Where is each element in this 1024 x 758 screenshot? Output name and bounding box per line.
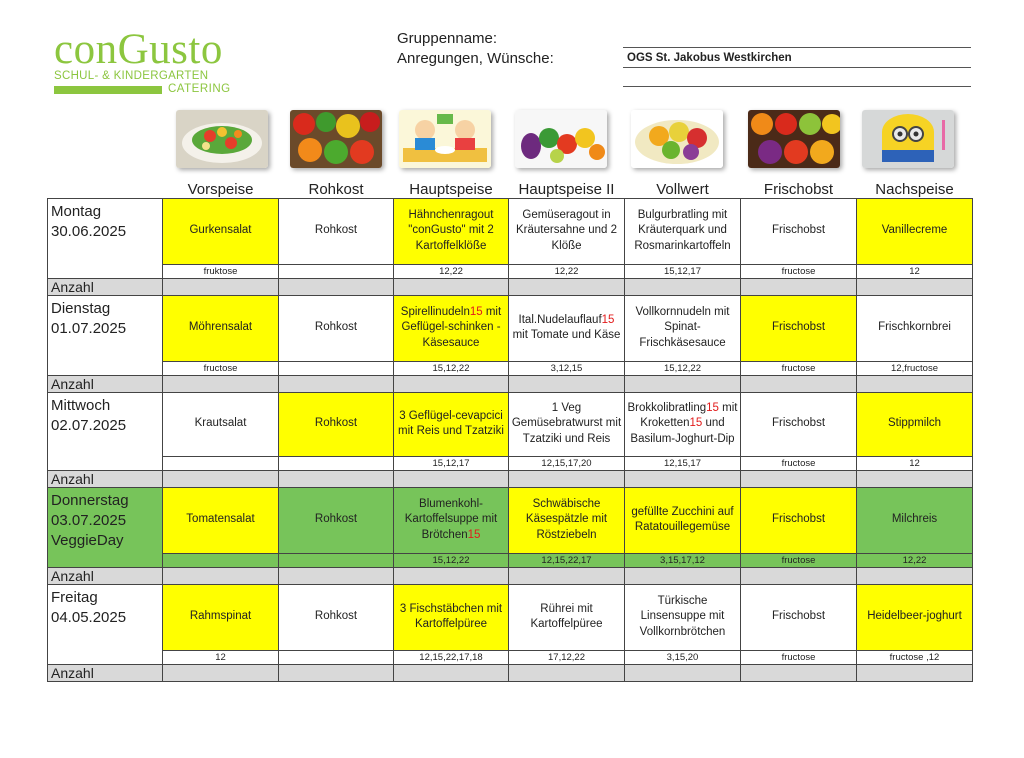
count-input-rohkost[interactable] [279, 278, 394, 295]
count-input-frischobst[interactable] [741, 470, 857, 487]
dish-text-cont: mit Tomate und Käse [512, 329, 621, 341]
fruit-bowl-image [631, 110, 723, 168]
count-label: Anzahl [48, 375, 163, 392]
cake-dessert-image [862, 110, 954, 168]
count-input-hauptspeise-ii[interactable] [509, 470, 625, 487]
day-date: 03.07.2025 [51, 511, 127, 529]
column-header-rohkost: Rohkost [308, 180, 364, 198]
day-cell [48, 295, 163, 375]
column-header-nachspeise: Nachspeise [875, 180, 954, 198]
count-input-hauptspeise[interactable] [394, 470, 509, 487]
menu-day-row [48, 295, 973, 361]
menu-body [48, 198, 973, 681]
allergen-frischobst: fructose [741, 456, 857, 470]
count-input-hauptspeise[interactable] [394, 567, 509, 584]
dish-frischobst[interactable] [741, 584, 857, 650]
day-cell [48, 198, 163, 278]
count-input-hauptspeise[interactable] [394, 375, 509, 392]
weekly-menu-table [47, 177, 973, 682]
dish-text: Hähnchenragout "conGusto" mit 2 Kartoffelklöße [408, 208, 494, 252]
allergen-rohkost [279, 553, 394, 567]
dish-rohkost[interactable] [279, 295, 394, 361]
allergen-vollwert: 15,12,22 [625, 361, 741, 375]
dish-hauptspeise-ii[interactable] [509, 198, 625, 264]
dish-text: Schwäbische Käsespätzle mit Röstziebeln [525, 497, 608, 541]
menu-day-row [48, 487, 973, 553]
allergen-hauptspeise: 15,12,17 [394, 456, 509, 470]
allergen-mark: 15 [467, 528, 481, 541]
day-date: 02.07.2025 [51, 416, 127, 434]
dish-text: 3 Geflügel-cevapcici mit Reis und Tzatziki [398, 409, 504, 437]
dish-text: 3 Fischstäbchen mit Kartoffelpüree [399, 602, 503, 630]
menu-day-row [48, 198, 973, 264]
dish-text: Gemüseragout in Kräutersahne und 2 Klöße [515, 208, 618, 252]
allergen-row [48, 361, 973, 375]
day-cell [48, 392, 163, 470]
allergen-mark: 15 [469, 305, 483, 318]
allergen-hauptspeise-ii: 17,12,22 [509, 650, 625, 664]
allergen-hauptspeise: 12,15,22,17,18 [394, 650, 509, 664]
allergen-hauptspeise: 15,12,22 [394, 553, 509, 567]
count-input-hauptspeise-ii[interactable] [509, 375, 625, 392]
dish-text: Vanillecreme [881, 224, 948, 237]
column-header-vollwert: Vollwert [656, 180, 709, 198]
dish-frischobst[interactable] [741, 198, 857, 264]
dish-vollwert[interactable] [625, 295, 741, 361]
allergen-vollwert: 15,12,17 [625, 264, 741, 278]
allergen-vorspeise: fruktose [163, 264, 279, 278]
dish-hauptspeise[interactable] [394, 198, 509, 264]
dish-text: gefüllte Zucchini auf Ratatouillegemüse [631, 505, 734, 533]
allergen-frischobst: fructose [741, 650, 857, 664]
count-input-vorspeise[interactable] [163, 375, 279, 392]
count-input-frischobst[interactable] [741, 375, 857, 392]
logo-subtitle: SCHUL- & KINDERGARTEN [54, 70, 209, 82]
dish-text: Frischkornbrei [878, 321, 951, 334]
day-date: 04.05.2025 [51, 608, 127, 626]
allergen-nachspeise: fructose ,12 [857, 650, 973, 664]
dish-text: Rohkost [314, 610, 358, 623]
count-input-nachspeise[interactable] [857, 375, 973, 392]
count-input-rohkost[interactable] [279, 664, 394, 681]
dish-hauptspeise-ii[interactable] [509, 295, 625, 361]
logo-name: conGusto [54, 26, 223, 73]
allergen-mark: 15 [706, 401, 719, 414]
day-date: 01.07.2025 [51, 319, 127, 337]
count-input-nachspeise[interactable] [857, 278, 973, 295]
count-input-vollwert[interactable] [625, 278, 741, 295]
allergen-vorspeise: 12 [163, 650, 279, 664]
column-header-vorspeise: Vorspeise [187, 180, 254, 198]
count-input-vorspeise[interactable] [163, 567, 279, 584]
column-header-row [48, 177, 973, 198]
allergen-nachspeise: 12,fructose [857, 361, 973, 375]
logo-bar [54, 86, 162, 94]
count-input-vollwert[interactable] [625, 664, 741, 681]
count-row [48, 664, 973, 681]
dish-text: Heidelbeer-joghurt [867, 610, 962, 623]
day-name: Dienstag [51, 299, 111, 317]
allergen-row [48, 264, 973, 278]
dish-text: Frischobst [771, 610, 826, 623]
dish-text: Frischobst [771, 513, 826, 526]
dish-hauptspeise[interactable] [394, 584, 509, 650]
allergen-row [48, 650, 973, 664]
dish-text: Blumenkohl-Kartoffelsuppe mit Brötchen [404, 497, 498, 541]
dish-frischobst[interactable] [741, 392, 857, 456]
dish-hauptspeise[interactable] [394, 295, 509, 361]
count-input-frischobst[interactable] [741, 278, 857, 295]
count-label: Anzahl [48, 470, 163, 487]
dish-rohkost[interactable] [279, 392, 394, 456]
vegetable-heap-image [515, 110, 607, 168]
dish-text: Gurkensalat [189, 224, 252, 237]
dish-hauptspeise-ii[interactable] [509, 392, 625, 456]
allergen-rohkost [279, 650, 394, 664]
dish-text-cont: und Basilum-Joghurt-Dip [630, 417, 735, 445]
allergen-vollwert: 3,15,20 [625, 650, 741, 664]
dish-text: Frischobst [771, 417, 826, 430]
allergen-vollwert: 3,15,17,12 [625, 553, 741, 567]
allergen-nachspeise: 12,22 [857, 553, 973, 567]
column-header-hauptspeise: Hauptspeise [409, 180, 493, 198]
allergen-rohkost [279, 361, 394, 375]
day-name: Mittwoch [51, 396, 111, 414]
dish-vollwert[interactable] [625, 487, 741, 553]
dish-hauptspeise[interactable] [394, 487, 509, 553]
count-input-rohkost[interactable] [279, 470, 394, 487]
dish-frischobst[interactable] [741, 487, 857, 553]
wishes-label: Anregungen, Wünsche: [397, 50, 554, 67]
dish-nachspeise[interactable] [857, 584, 973, 650]
congusto-logo [54, 26, 244, 100]
count-label: Anzahl [48, 567, 163, 584]
day-extra-label: VeggieDay [51, 531, 124, 549]
dish-hauptspeise[interactable] [394, 392, 509, 456]
count-input-nachspeise[interactable] [857, 470, 973, 487]
count-input-rohkost[interactable] [279, 567, 394, 584]
allergen-row [48, 553, 973, 567]
dish-vorspeise[interactable] [163, 198, 279, 264]
dish-text-cont: mit Geflügel-schinken - Käsesauce [401, 305, 502, 349]
allergen-hauptspeise-ii: 12,22 [509, 264, 625, 278]
group-name-line [623, 47, 971, 48]
dish-rohkost[interactable] [279, 198, 394, 264]
count-input-hauptspeise-ii[interactable] [509, 278, 625, 295]
day-name: Montag [51, 202, 102, 220]
allergen-hauptspeise: 12,22 [394, 264, 509, 278]
column-header-hauptspeise-ii: Hauptspeise II [518, 180, 615, 198]
allergen-frischobst: fructose [741, 264, 857, 278]
dish-text: Ital.Nudelauflauf [518, 313, 602, 326]
dish-rohkost[interactable] [279, 584, 394, 650]
count-input-vollwert[interactable] [625, 375, 741, 392]
header-corner [48, 177, 163, 198]
dish-hauptspeise-ii[interactable] [509, 487, 625, 553]
dish-text: Tomatensalat [186, 513, 255, 526]
day-cell [48, 584, 163, 664]
dish-text: Frischobst [771, 224, 826, 237]
dish-text: Brokkolibratling [627, 401, 707, 414]
dish-frischobst[interactable] [741, 295, 857, 361]
allergen-hauptspeise-ii: 12,15,17,20 [509, 456, 625, 470]
count-row [48, 567, 973, 584]
count-input-hauptspeise[interactable] [394, 664, 509, 681]
dish-vorspeise[interactable] [163, 584, 279, 650]
dish-text-cont: mit Kroketten [640, 401, 738, 430]
dish-vorspeise[interactable] [163, 487, 279, 553]
dish-nachspeise[interactable] [857, 198, 973, 264]
logo-catering: CATERING [168, 83, 231, 95]
wishes-line-2 [623, 86, 971, 87]
dish-text: Vollkornnudeln mit Spinat-Frischkäsesauce [635, 305, 730, 349]
day-cell [48, 487, 163, 567]
group-name-field[interactable]: OGS St. Jakobus Westkirchen [627, 52, 792, 64]
allergen-hauptspeise: 15,12,22 [394, 361, 509, 375]
count-row [48, 375, 973, 392]
salad-plate-image [176, 110, 268, 168]
allergen-hauptspeise-ii: 12,15,22,17 [509, 553, 625, 567]
fruit-pile-image [748, 110, 840, 168]
count-row [48, 278, 973, 295]
count-row [48, 470, 973, 487]
dish-nachspeise[interactable] [857, 487, 973, 553]
count-input-hauptspeise-ii[interactable] [509, 567, 625, 584]
dish-nachspeise[interactable] [857, 295, 973, 361]
logo-catering-row [54, 83, 244, 96]
dish-vollwert[interactable] [625, 392, 741, 456]
dish-vorspeise[interactable] [163, 295, 279, 361]
dish-text: Krautsalat [194, 417, 247, 430]
allergen-frischobst: fructose [741, 361, 857, 375]
allergen-vorspeise [163, 553, 279, 567]
allergen-nachspeise: 12 [857, 456, 973, 470]
count-input-frischobst[interactable] [741, 664, 857, 681]
dish-text: Rohkost [314, 417, 358, 430]
allergen-rohkost [279, 264, 394, 278]
dish-text: Rahmspinat [189, 610, 252, 623]
dish-hauptspeise-ii[interactable] [509, 584, 625, 650]
dish-text: Stippmilch [887, 417, 942, 430]
dish-text: Frischobst [771, 321, 826, 334]
kids-eating-image [399, 110, 491, 168]
count-input-vollwert[interactable] [625, 470, 741, 487]
dish-text: Milchreis [891, 513, 938, 526]
dish-vollwert[interactable] [625, 198, 741, 264]
dish-rohkost[interactable] [279, 487, 394, 553]
dish-text: Bulgurbratling mit Kräuterquark und Rosmarinkartoffeln [634, 208, 731, 252]
count-input-vorspeise[interactable] [163, 470, 279, 487]
wishes-line-1 [623, 67, 971, 68]
dish-text: Rohkost [314, 224, 358, 237]
column-header-frischobst: Frischobst [763, 180, 834, 198]
count-input-vorspeise[interactable] [163, 664, 279, 681]
dish-text: Rohkost [314, 321, 358, 334]
count-input-vorspeise[interactable] [163, 278, 279, 295]
allergen-hauptspeise-ii: 3,12,15 [509, 361, 625, 375]
dish-nachspeise[interactable] [857, 392, 973, 456]
count-input-nachspeise[interactable] [857, 664, 973, 681]
menu-day-row [48, 584, 973, 650]
allergen-frischobst: fructose [741, 553, 857, 567]
count-input-hauptspeise[interactable] [394, 278, 509, 295]
count-input-hauptspeise-ii[interactable] [509, 664, 625, 681]
vegetables-image [290, 110, 382, 168]
count-input-vollwert[interactable] [625, 567, 741, 584]
count-label: Anzahl [48, 664, 163, 681]
allergen-mark: 15 [601, 313, 615, 326]
menu-day-row [48, 392, 973, 456]
allergen-row [48, 456, 973, 470]
count-input-nachspeise[interactable] [857, 567, 973, 584]
dish-text: Möhrensalat [188, 321, 253, 334]
count-input-rohkost[interactable] [279, 375, 394, 392]
dish-text: Rührei mit Kartoffelpüree [530, 602, 603, 630]
count-input-frischobst[interactable] [741, 567, 857, 584]
count-label: Anzahl [48, 278, 163, 295]
dish-text: Spirellinudeln [400, 305, 470, 318]
allergen-vollwert: 12,15,17 [625, 456, 741, 470]
dish-text: 1 Veg Gemüsebratwurst mit Tzatziki und Reis [511, 401, 622, 445]
dish-vorspeise[interactable] [163, 392, 279, 456]
day-date: 30.06.2025 [51, 222, 127, 240]
allergen-vorspeise: fructose [163, 361, 279, 375]
allergen-mark: 15 [689, 417, 703, 430]
dish-text: Rohkost [314, 513, 358, 526]
dish-vollwert[interactable] [625, 584, 741, 650]
allergen-vorspeise [163, 456, 279, 470]
allergen-nachspeise: 12 [857, 264, 973, 278]
day-name: Donnerstag [51, 491, 129, 509]
day-name: Freitag [51, 588, 98, 606]
allergen-rohkost [279, 456, 394, 470]
group-name-label: Gruppenname: [397, 30, 498, 47]
dish-text: Türkische Linsensuppe mit Vollkornbrötchen [639, 594, 726, 638]
